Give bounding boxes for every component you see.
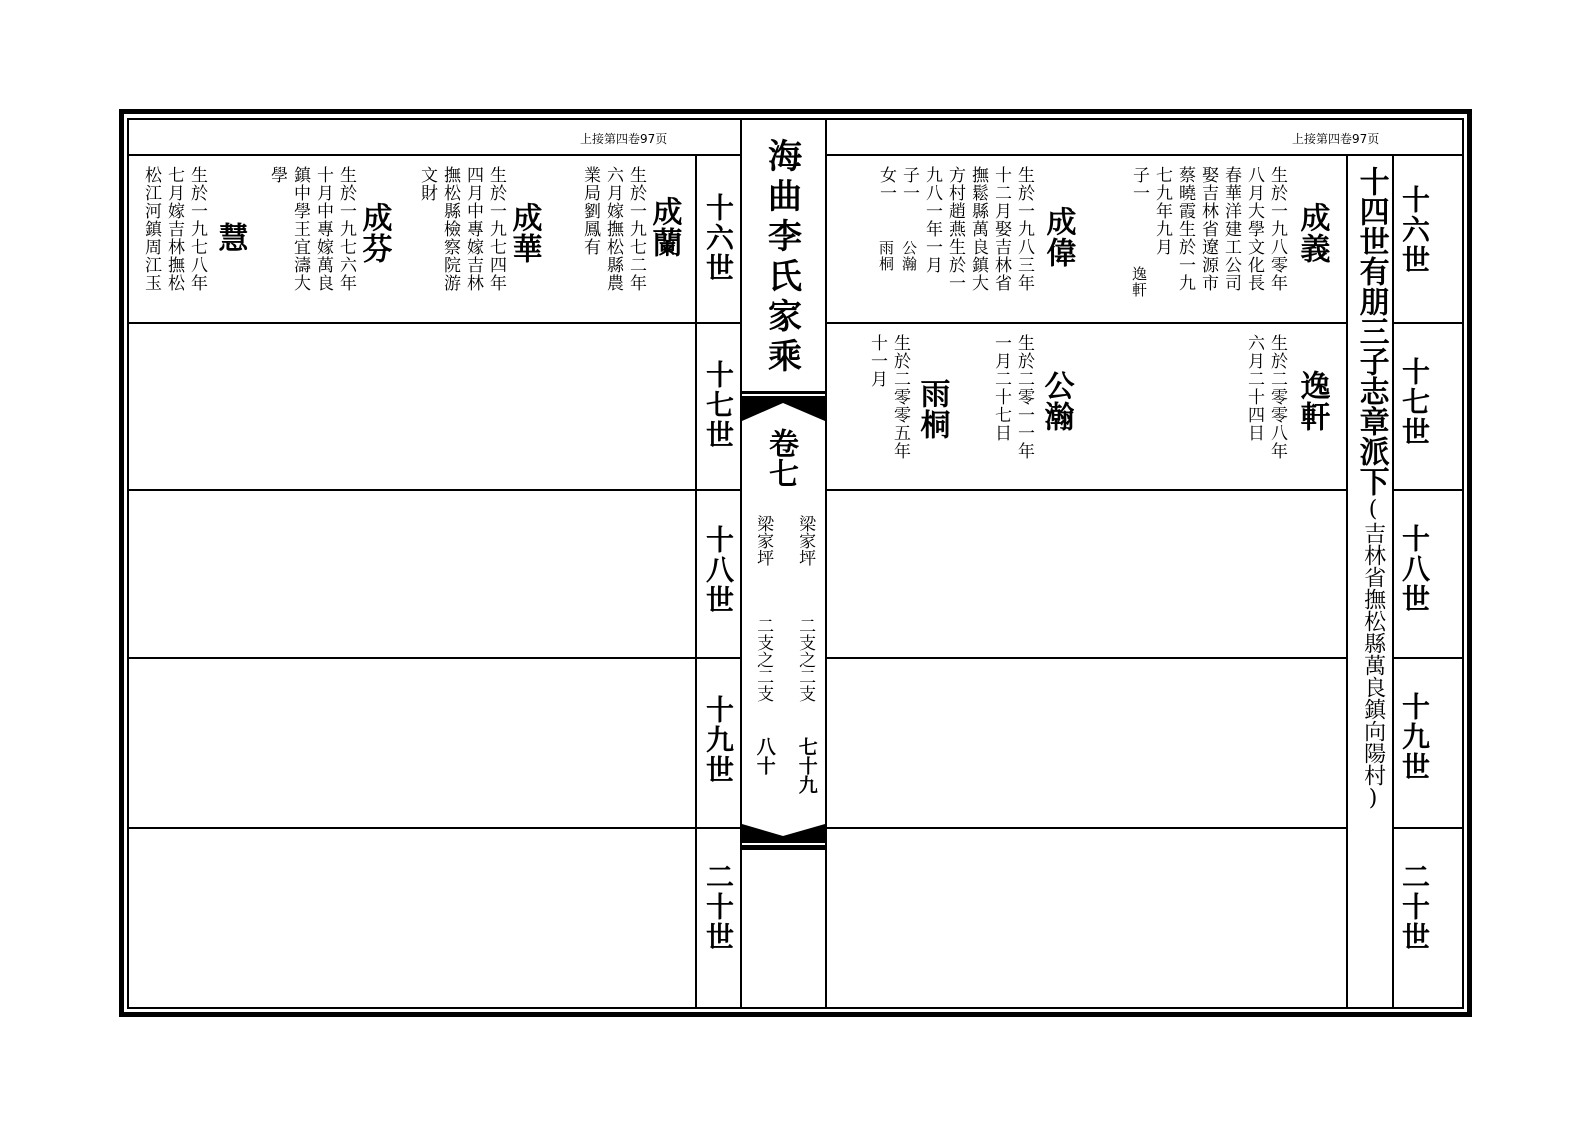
right-gen-16-label: 十六世	[1398, 185, 1431, 275]
person-name: 逸軒	[1294, 370, 1330, 432]
left-row-rule	[127, 489, 741, 491]
right-gen-18-label: 十八世	[1398, 524, 1431, 614]
person-name: 成蘭	[646, 196, 682, 258]
right-row-rule	[827, 489, 1346, 491]
right-header-rule	[827, 154, 1464, 156]
right-row-rule	[827, 827, 1346, 829]
person-bio-line: 撫鬆縣萬良鎮大	[968, 166, 988, 292]
person-bio-line: 生於一九七八年	[187, 166, 207, 292]
left-gen-16-label: 十六世	[702, 193, 735, 283]
left-header-rule	[127, 154, 741, 156]
spine-col1-page: 七十九	[795, 737, 818, 794]
person-bio-line: 生於一九七二年	[626, 166, 646, 292]
left-gen-18-label: 十八世	[702, 525, 735, 615]
person-name: 成華	[506, 202, 542, 264]
person-bio-line: 七月嫁吉林撫松	[164, 166, 184, 292]
person-bio-line: 女一	[876, 166, 896, 202]
spine-title-panel	[742, 120, 825, 391]
book-title: 海曲李氏家乘	[761, 138, 802, 378]
branch-title: 十四世有朋三子志章派下	[1353, 166, 1389, 496]
person-bio-line: 文財	[417, 166, 437, 202]
person-bio-line: 生於一九八三年	[1014, 166, 1034, 292]
left-row-rule	[127, 322, 741, 324]
person-bio-line: 鎮中學王宜濤大	[290, 166, 310, 292]
left-gen-19-label: 十九世	[702, 695, 735, 785]
left-gen-column-border	[695, 154, 697, 1009]
person-bio-line: 九八一年一月	[922, 166, 942, 274]
person-bio-line: 七九年九月	[1152, 166, 1172, 256]
person-bio-line: 八月大學文化長	[1244, 166, 1264, 292]
right-row-rule	[827, 322, 1346, 324]
spine-col2-branch: 二支之二支	[753, 617, 774, 702]
person-bio-line: 松江河鎮周江玉	[141, 166, 161, 292]
spine-col1-place: 梁家坪	[795, 515, 816, 566]
person-bio-line: 生於二零一一年	[1014, 334, 1034, 460]
spine-col2-page: 八十	[753, 737, 776, 775]
person-bio-line: 生於一九八零年	[1267, 166, 1287, 292]
person-bio-line: 學	[267, 166, 287, 184]
person-bio-line: 子一	[1129, 166, 1149, 202]
left-row-rule	[127, 827, 741, 829]
person-bio-line: 四月中專嫁吉林	[463, 166, 483, 292]
branch-column-left-border	[1346, 154, 1348, 1009]
person-bio-line: 十月中專嫁萬良	[313, 166, 333, 292]
right-row-rule	[827, 657, 1346, 659]
spine-col2-place: 梁家坪	[753, 515, 774, 566]
person-bio-line: 十二月娶吉林省	[991, 166, 1011, 292]
person-bio-line: 十一月	[867, 334, 887, 388]
person-bio-line: 生於二零零五年	[890, 334, 910, 460]
volume-label: 卷七	[763, 428, 798, 488]
person-bio-line: 六月二十四日	[1244, 334, 1264, 442]
person-bio-line: 業局劉鳳有	[580, 166, 600, 256]
person-name: 慧	[212, 222, 248, 253]
person-bio-line: 生於一九七六年	[336, 166, 356, 292]
spine-col1-branch: 二支之二支	[795, 617, 816, 702]
right-gen-17-label: 十七世	[1398, 357, 1431, 447]
person-bio-line: 一月二十七日	[991, 334, 1011, 442]
left-gen-20-label: 二十世	[702, 862, 735, 952]
spine-right-border	[825, 118, 827, 1009]
person-name: 雨桐	[914, 378, 950, 440]
spine-bottom-ornament	[742, 824, 825, 850]
person-name: 成義	[1294, 202, 1330, 264]
child-note: 雨桐	[877, 240, 895, 272]
person-bio-line: 六月嫁撫松縣農	[603, 166, 623, 292]
branch-location: (吉林省撫松縣萬良鎮向陽村)	[1360, 497, 1386, 811]
child-note: 公瀚	[900, 240, 918, 272]
left-header-note: 上接第四卷97页	[580, 132, 668, 146]
person-bio-line: 生於一九七四年	[486, 166, 506, 292]
person-name: 成偉	[1040, 206, 1076, 268]
person-bio-line: 撫松縣檢察院游	[440, 166, 460, 292]
right-gen-row-rule	[1392, 657, 1464, 659]
person-name: 公瀚	[1038, 370, 1074, 432]
spine-top-ornament	[742, 391, 825, 421]
person-bio-line: 生於二零零八年	[1267, 334, 1287, 460]
right-gen-row-rule	[1392, 827, 1464, 829]
branch-column-right-border	[1392, 154, 1394, 1009]
person-bio-line: 蔡曉霞生於一九	[1175, 166, 1195, 292]
person-bio-line: 娶吉林省遼源市	[1198, 166, 1218, 292]
right-header-note: 上接第四卷97页	[1292, 132, 1380, 146]
right-gen-20-label: 二十世	[1398, 862, 1431, 952]
child-note: 逸軒	[1130, 266, 1148, 298]
left-row-rule	[127, 657, 741, 659]
person-bio-line: 方村趙燕生於一	[945, 166, 965, 292]
person-bio-line: 春華洋建工公司	[1221, 166, 1241, 292]
left-gen-17-label: 十七世	[702, 360, 735, 450]
right-gen-row-rule	[1392, 322, 1464, 324]
right-gen-row-rule	[1392, 489, 1464, 491]
person-bio-line: 子一	[899, 166, 919, 202]
person-name: 成芬	[356, 202, 392, 264]
right-gen-19-label: 十九世	[1398, 692, 1431, 782]
